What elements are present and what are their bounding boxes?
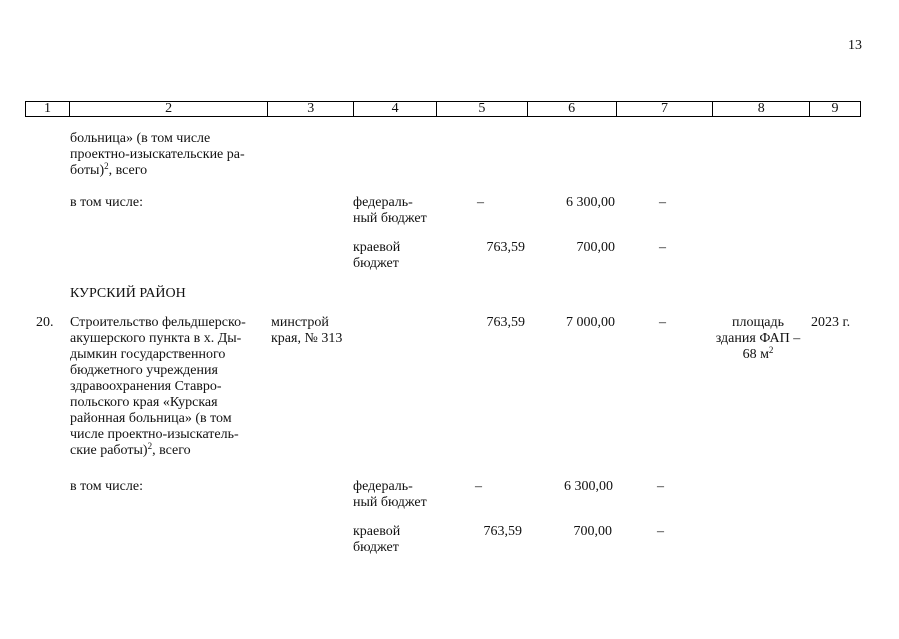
block1-kray-col5: 763,59 xyxy=(486,240,525,255)
block1-name xyxy=(70,131,262,179)
row20-fed-col6: 6 300,00 xyxy=(564,479,613,494)
superscript: 2 xyxy=(768,345,774,355)
row20-result: площадь здания ФАП – 68 $м^2$ xyxy=(715,315,801,362)
block1-kray-source: краевой бюджет xyxy=(353,240,401,271)
block1-kray-col7: – xyxy=(659,240,666,255)
row20-col5: 763,59 xyxy=(486,315,525,330)
row20-kray-col5: 763,59 xyxy=(483,524,522,539)
header-col-6: 6 xyxy=(528,102,617,116)
header-col-2: 2 xyxy=(70,102,269,116)
header-col-5: 5 xyxy=(437,102,528,116)
block1-fed-col5: – xyxy=(477,195,484,210)
block1-kray-col6: 700,00 xyxy=(576,240,615,255)
block1-fed-col7: – xyxy=(659,195,666,210)
table-header xyxy=(25,101,861,117)
row20-customer: минстрой края, № 313 xyxy=(271,315,343,346)
row20-fed-source: федераль- ный бюджет xyxy=(353,479,427,510)
block1-fed-source: федераль- ный бюджет xyxy=(353,195,427,226)
header-col-3: 3 xyxy=(268,102,354,116)
row20-year: 2023 г. xyxy=(811,315,851,330)
row20-col7: – xyxy=(659,315,666,330)
header-col-8: 8 xyxy=(713,102,810,116)
row20-kray-col6: 700,00 xyxy=(573,524,612,539)
row20-name: Строительство фельдшерско- акушерского пункта в х. Ды- дымкин государственного бюджетного учреждения здравоохранения Ставро- польского края «Курская районная больница» (в том числе проектно-изыскатель- ские работы)$^2$, всего xyxy=(70,315,246,458)
block1-name-line: больница» (в том числе xyxy=(70,131,211,146)
district-heading: КУРСКИЙ РАЙОН xyxy=(70,286,186,301)
page-number: 13 xyxy=(848,38,862,53)
row20-kray-source: краевой бюджет xyxy=(353,524,401,555)
header-col-9: 9 xyxy=(831,101,839,116)
row-number: 20. xyxy=(36,315,54,330)
row20-kray-col7: – xyxy=(657,524,664,539)
block1-incl-label: в том числе: xyxy=(70,195,143,210)
footnote-mark: 2 xyxy=(147,441,153,451)
row20-fed-col5: – xyxy=(475,479,482,494)
block1-name-line: боты)$^2$, всего xyxy=(70,161,148,178)
header-col-7: 7 xyxy=(617,102,714,116)
row20-col6: 7 000,00 xyxy=(566,315,615,330)
row20-fed-col7: – xyxy=(657,479,664,494)
block1-fed-col6: 6 300,00 xyxy=(566,195,615,210)
header-col-1: 1 xyxy=(26,102,70,116)
row20-incl-label: в том числе: xyxy=(70,479,143,494)
footnote-mark: 2 xyxy=(104,161,109,171)
header-col-4: 4 xyxy=(354,102,437,116)
block1-name-line: проектно-изыскательские ра- xyxy=(70,147,245,162)
